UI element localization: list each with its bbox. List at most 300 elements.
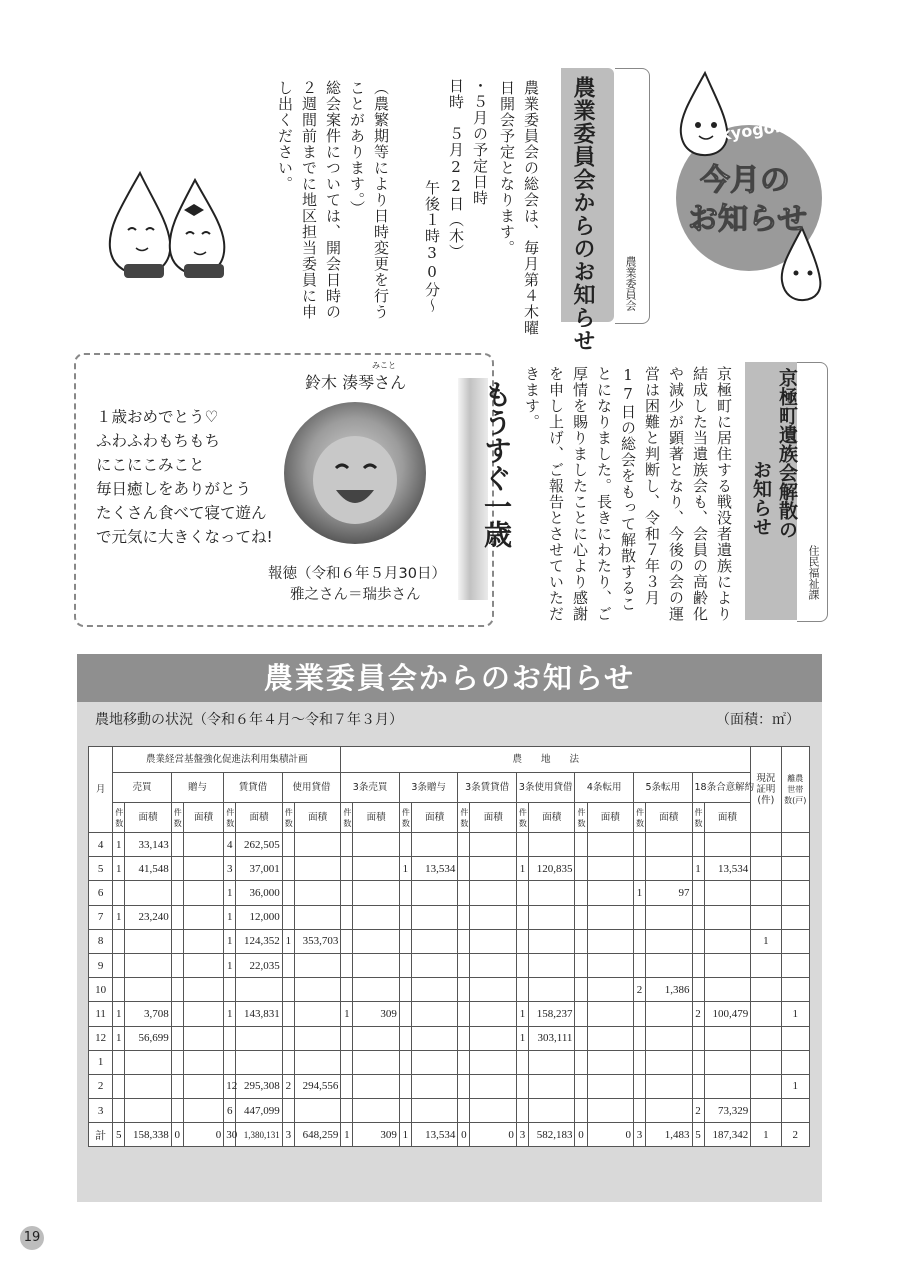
area-cell — [529, 1099, 575, 1123]
count-cell — [113, 929, 125, 953]
count-cell: 1 — [399, 1123, 411, 1147]
count-cell — [399, 978, 411, 1002]
birthday-message-line: たくさん食べて寝て遊ん — [96, 504, 267, 522]
header-col: 3条贈与 — [399, 773, 458, 803]
month-cell: 2 — [89, 1074, 113, 1098]
area-cell — [529, 929, 575, 953]
area-cell — [587, 905, 633, 929]
birthday-heading: もうすぐ一歳 — [480, 380, 513, 548]
count-cell — [113, 1050, 125, 1074]
association-title-line1: 京極町遺族会解散の — [776, 368, 798, 539]
table-row — [89, 857, 810, 881]
area-cell — [183, 905, 223, 929]
subheader-count: 件数 — [224, 803, 236, 833]
count-cell — [113, 953, 125, 977]
area-cell — [704, 1050, 751, 1074]
count-cell — [575, 978, 587, 1002]
area-cell — [470, 1099, 516, 1123]
area-cell: 41,548 — [125, 857, 171, 881]
area-cell: 12,000 — [236, 905, 282, 929]
count-cell: 1 — [399, 857, 411, 881]
subheader-count: 件数 — [516, 803, 528, 833]
notice-dept: 農業委員会 — [624, 256, 637, 311]
extra-cell — [751, 1099, 781, 1123]
count-cell — [458, 1026, 470, 1050]
area-cell — [587, 929, 633, 953]
area-cell: 37,001 — [236, 857, 282, 881]
count-cell — [458, 953, 470, 977]
count-cell: 2 — [692, 1099, 704, 1123]
count-cell: 2 — [692, 1002, 704, 1026]
extra-cell — [751, 833, 781, 857]
area-cell — [646, 929, 692, 953]
month-cell: 9 — [89, 953, 113, 977]
area-cell: 582,183 — [529, 1123, 575, 1147]
count-cell — [692, 929, 704, 953]
area-cell — [470, 978, 516, 1002]
area-cell: 13,534 — [411, 857, 457, 881]
header-col: 18条合意解約 — [692, 773, 751, 803]
count-cell — [458, 1074, 470, 1098]
extra-cell: 1 — [781, 1002, 809, 1026]
count-cell: 1 — [341, 1002, 353, 1026]
count-cell — [633, 1026, 645, 1050]
area-cell — [704, 1026, 751, 1050]
area-cell: 309 — [353, 1123, 399, 1147]
count-cell — [341, 1074, 353, 1098]
area-cell — [470, 833, 516, 857]
area-cell: 56,699 — [125, 1026, 171, 1050]
header-col: 3条賃貸借 — [458, 773, 517, 803]
count-cell — [575, 929, 587, 953]
count-cell: 1 — [516, 857, 528, 881]
area-cell — [704, 929, 751, 953]
area-cell: 187,342 — [704, 1123, 751, 1147]
count-cell — [516, 929, 528, 953]
extra-cell — [781, 929, 809, 953]
extra-cell: 1 — [781, 1074, 809, 1098]
notice-title: 農業委員会からのお知らせ — [570, 76, 596, 352]
birthday-message-line: 毎日癒しをありがとう — [96, 480, 252, 498]
subheader-count: 件数 — [633, 803, 645, 833]
table-row — [89, 929, 810, 953]
area-cell — [587, 1050, 633, 1074]
count-cell — [575, 857, 587, 881]
area-cell — [529, 953, 575, 977]
area-cell — [470, 857, 516, 881]
area-cell — [646, 857, 692, 881]
header-group2: 農 地 法 — [341, 747, 751, 773]
area-cell — [529, 1050, 575, 1074]
count-cell — [458, 1099, 470, 1123]
badge-title-line1: 今月の — [700, 163, 790, 198]
extra-cell — [781, 978, 809, 1002]
count-cell — [575, 1050, 587, 1074]
area-cell: 1,483 — [646, 1123, 692, 1147]
area-cell: 0 — [183, 1123, 223, 1147]
count-cell — [516, 978, 528, 1002]
subheader-area: 面積 — [294, 803, 340, 833]
count-cell: 1 — [224, 953, 236, 977]
header-report: 現況証明(件) — [751, 747, 781, 833]
birthday-parent-line1: 報徳（令和６年５月30日） — [268, 566, 446, 582]
badge-title-line2: お知らせ — [688, 202, 808, 237]
area-cell: 100,479 — [704, 1002, 751, 1026]
count-cell: 3 — [224, 857, 236, 881]
extra-cell — [781, 1099, 809, 1123]
count-cell — [633, 953, 645, 977]
area-cell — [411, 978, 457, 1002]
area-cell: 33,143 — [125, 833, 171, 857]
association-title-line2: お知らせ — [750, 460, 772, 536]
count-cell: 2 — [282, 1074, 294, 1098]
table-row — [89, 1074, 810, 1098]
area-cell — [646, 1050, 692, 1074]
count-cell: 1 — [516, 1026, 528, 1050]
area-cell: 1,386 — [646, 978, 692, 1002]
table-unit: （面積：㎡） — [716, 712, 800, 728]
area-cell: 294,556 — [294, 1074, 340, 1098]
count-cell — [171, 953, 183, 977]
count-cell — [282, 953, 294, 977]
area-cell — [183, 881, 223, 905]
baby-photo — [284, 402, 426, 544]
subheader-area: 面積 — [236, 803, 282, 833]
count-cell — [516, 881, 528, 905]
count-cell: 5 — [113, 1123, 125, 1147]
count-cell — [341, 1026, 353, 1050]
count-cell — [171, 1050, 183, 1074]
area-cell — [353, 1099, 399, 1123]
area-cell — [294, 833, 340, 857]
count-cell — [113, 1099, 125, 1123]
subheader-area: 面積 — [529, 803, 575, 833]
count-cell: 1 — [113, 905, 125, 929]
count-cell — [399, 1050, 411, 1074]
extra-cell: 2 — [781, 1123, 809, 1147]
count-cell — [633, 1074, 645, 1098]
count-cell: 6 — [224, 1099, 236, 1123]
count-cell — [575, 1026, 587, 1050]
area-cell: 262,505 — [236, 833, 282, 857]
header-group1: 農業経営基盤強化促進法利用集積計画 — [113, 747, 341, 773]
count-cell: 0 — [458, 1123, 470, 1147]
area-cell: 36,000 — [236, 881, 282, 905]
birthday-message — [96, 405, 273, 549]
count-cell — [458, 881, 470, 905]
count-cell — [171, 1002, 183, 1026]
area-cell: 13,534 — [411, 1123, 457, 1147]
table-row — [89, 1123, 810, 1147]
extra-cell — [751, 1050, 781, 1074]
area-cell — [470, 953, 516, 977]
area-cell — [704, 905, 751, 929]
count-cell — [113, 978, 125, 1002]
area-cell — [353, 1050, 399, 1074]
count-cell — [282, 978, 294, 1002]
count-cell — [171, 881, 183, 905]
header-col: 贈与 — [171, 773, 223, 803]
area-cell: 447,099 — [236, 1099, 282, 1123]
month-cell: 4 — [89, 833, 113, 857]
area-cell — [183, 929, 223, 953]
area-cell — [125, 1074, 171, 1098]
count-cell: 1 — [224, 929, 236, 953]
count-cell — [341, 881, 353, 905]
area-cell — [704, 1074, 751, 1098]
month-cell: 3 — [89, 1099, 113, 1123]
extra-cell: 1 — [751, 929, 781, 953]
count-cell — [399, 1026, 411, 1050]
farmland-transfer-table — [88, 746, 810, 1147]
subheader-count: 件数 — [341, 803, 353, 833]
area-cell — [587, 881, 633, 905]
count-cell — [399, 929, 411, 953]
table-row — [89, 1026, 810, 1050]
count-cell — [516, 953, 528, 977]
count-cell: 1 — [282, 929, 294, 953]
count-cell — [692, 1026, 704, 1050]
table-row — [89, 1099, 810, 1123]
birthday-name-ruby: みこと — [372, 361, 396, 370]
area-cell: 3,708 — [125, 1002, 171, 1026]
area-cell — [470, 905, 516, 929]
extra-cell — [751, 1074, 781, 1098]
subheader-area: 面積 — [646, 803, 692, 833]
header-col: 賃貸借 — [224, 773, 283, 803]
count-cell — [171, 1026, 183, 1050]
count-cell — [399, 1074, 411, 1098]
area-cell — [125, 953, 171, 977]
count-cell: 0 — [171, 1123, 183, 1147]
table-banner-title: 農業委員会からのお知らせ — [263, 661, 636, 695]
count-cell — [282, 833, 294, 857]
month-cell: 8 — [89, 929, 113, 953]
area-cell — [183, 857, 223, 881]
count-cell — [575, 1002, 587, 1026]
area-cell: 309 — [353, 1002, 399, 1026]
area-cell — [646, 833, 692, 857]
count-cell — [341, 953, 353, 977]
count-cell — [224, 1026, 236, 1050]
count-cell — [399, 833, 411, 857]
count-cell — [458, 1050, 470, 1074]
count-cell — [575, 881, 587, 905]
area-cell: 0 — [587, 1123, 633, 1147]
count-cell: 0 — [575, 1123, 587, 1147]
count-cell — [113, 1074, 125, 1098]
count-cell — [692, 1050, 704, 1074]
extra-cell — [781, 953, 809, 977]
area-cell — [646, 1099, 692, 1123]
area-cell — [411, 929, 457, 953]
area-cell — [294, 905, 340, 929]
birthday-name: 鈴木 湊琴さん — [305, 373, 407, 392]
header-col: 5条転用 — [633, 773, 692, 803]
count-cell — [692, 953, 704, 977]
area-cell — [470, 1074, 516, 1098]
header-month: 月 — [89, 747, 113, 833]
count-cell — [458, 857, 470, 881]
extra-cell — [781, 833, 809, 857]
count-cell: 1 — [341, 1123, 353, 1147]
birthday-message-line: にこにこみこと — [96, 456, 205, 474]
subheader-area: 面積 — [470, 803, 516, 833]
count-cell: 1 — [113, 1002, 125, 1026]
count-cell — [113, 881, 125, 905]
area-cell — [353, 929, 399, 953]
area-cell — [646, 905, 692, 929]
area-cell — [183, 1026, 223, 1050]
count-cell — [633, 905, 645, 929]
notice-schedule-time: 午後１時30分～ — [423, 180, 441, 314]
count-cell — [282, 1099, 294, 1123]
association-dept: 住民福祉課 — [807, 545, 820, 600]
count-cell — [399, 881, 411, 905]
area-cell — [125, 1050, 171, 1074]
count-cell: 1 — [113, 857, 125, 881]
area-cell: 73,329 — [704, 1099, 751, 1123]
count-cell: 1 — [224, 905, 236, 929]
area-cell — [353, 1074, 399, 1098]
area-cell — [529, 905, 575, 929]
count-cell — [633, 857, 645, 881]
extra-cell — [751, 881, 781, 905]
area-cell: 353,703 — [294, 929, 340, 953]
area-cell — [294, 1026, 340, 1050]
area-cell: 143,831 — [236, 1002, 282, 1026]
month-cell: 12 — [89, 1026, 113, 1050]
count-cell — [458, 929, 470, 953]
count-cell — [171, 833, 183, 857]
count-cell — [692, 833, 704, 857]
count-cell — [171, 1099, 183, 1123]
area-cell — [183, 1074, 223, 1098]
subheader-area: 面積 — [587, 803, 633, 833]
count-cell: 1 — [224, 1002, 236, 1026]
count-cell — [171, 905, 183, 929]
area-cell — [587, 1074, 633, 1098]
area-cell — [411, 953, 457, 977]
extra-cell — [751, 1026, 781, 1050]
count-cell — [171, 857, 183, 881]
count-cell — [633, 833, 645, 857]
area-cell — [294, 1050, 340, 1074]
count-cell — [458, 1002, 470, 1026]
area-cell — [353, 857, 399, 881]
month-cell: 11 — [89, 1002, 113, 1026]
area-cell — [125, 881, 171, 905]
extra-cell — [781, 881, 809, 905]
table-row — [89, 1050, 810, 1074]
count-cell — [633, 929, 645, 953]
notice-note2: 総会案件については、開会日時の２週間前までに地区担当委員に申し出ください。 — [276, 80, 342, 320]
count-cell: 1 — [113, 1026, 125, 1050]
area-cell — [646, 1026, 692, 1050]
area-cell — [470, 929, 516, 953]
area-cell — [411, 881, 457, 905]
subheader-area: 面積 — [704, 803, 751, 833]
count-cell — [341, 857, 353, 881]
area-cell — [353, 905, 399, 929]
area-cell: 23,240 — [125, 905, 171, 929]
table-row — [89, 1002, 810, 1026]
count-cell — [458, 905, 470, 929]
notice-para1: 農業委員会の総会は、毎月第４木曜日開会予定となります。 — [498, 80, 540, 336]
mascot-pair-illustration — [100, 168, 230, 288]
count-cell — [633, 1099, 645, 1123]
count-cell — [516, 1074, 528, 1098]
area-cell — [470, 1050, 516, 1074]
month-cell: 7 — [89, 905, 113, 929]
count-cell — [575, 1099, 587, 1123]
count-cell — [224, 978, 236, 1002]
area-cell — [125, 978, 171, 1002]
count-cell — [341, 978, 353, 1002]
area-cell — [183, 953, 223, 977]
birthday-message-line: １歳おめでとう♡ — [96, 408, 219, 426]
area-cell — [704, 833, 751, 857]
area-cell — [587, 1099, 633, 1123]
area-cell — [411, 1002, 457, 1026]
count-cell: 1 — [516, 1002, 528, 1026]
area-cell — [587, 953, 633, 977]
month-cell: 5 — [89, 857, 113, 881]
count-cell — [341, 833, 353, 857]
notice-note1: （農繁期等により日時変更を行うことがあります。） — [348, 80, 390, 320]
subheader-area: 面積 — [353, 803, 399, 833]
birthday-message-line: で元気に大きくなってね! — [96, 528, 273, 546]
count-cell — [692, 978, 704, 1002]
area-cell: 13,534 — [704, 857, 751, 881]
area-cell — [587, 857, 633, 881]
table-row — [89, 978, 810, 1002]
area-cell — [411, 1074, 457, 1098]
subheader-count: 件数 — [575, 803, 587, 833]
count-cell — [399, 1099, 411, 1123]
area-cell: 120,835 — [529, 857, 575, 881]
count-cell — [692, 905, 704, 929]
table-row — [89, 953, 810, 977]
count-cell — [633, 1002, 645, 1026]
area-cell — [183, 1050, 223, 1074]
extra-cell — [781, 1026, 809, 1050]
area-cell — [125, 929, 171, 953]
extra-cell — [751, 1002, 781, 1026]
count-cell: 12 — [224, 1074, 236, 1098]
area-cell — [411, 1050, 457, 1074]
area-cell — [236, 1050, 282, 1074]
area-cell — [183, 1099, 223, 1123]
extra-cell — [781, 905, 809, 929]
page-number: 19 — [20, 1226, 44, 1250]
area-cell — [529, 1074, 575, 1098]
subheader-count: 件数 — [113, 803, 125, 833]
count-cell — [633, 1050, 645, 1074]
association-body: 京極町に居住する戦没者遺族により結成した当遺族会も、会員の高齢化や減少が顕著となり、今後の会の運営は困難と判断し、令和７年３月17日の総会をもって解散することになりました。長きにわたり、ご厚情を賜りましたことに心より感謝を申し上げ、ご報告とさせていただきます。 — [523, 366, 733, 622]
mascot-top-illustration — [665, 70, 745, 160]
count-cell — [282, 881, 294, 905]
area-cell: 158,338 — [125, 1123, 171, 1147]
area-cell: 124,352 — [236, 929, 282, 953]
extra-cell — [751, 857, 781, 881]
area-cell: 295,308 — [236, 1074, 282, 1098]
area-cell — [470, 1002, 516, 1026]
area-cell: 1,380,131 — [236, 1123, 282, 1147]
area-cell — [646, 1002, 692, 1026]
subheader-count: 件数 — [458, 803, 470, 833]
count-cell — [341, 929, 353, 953]
